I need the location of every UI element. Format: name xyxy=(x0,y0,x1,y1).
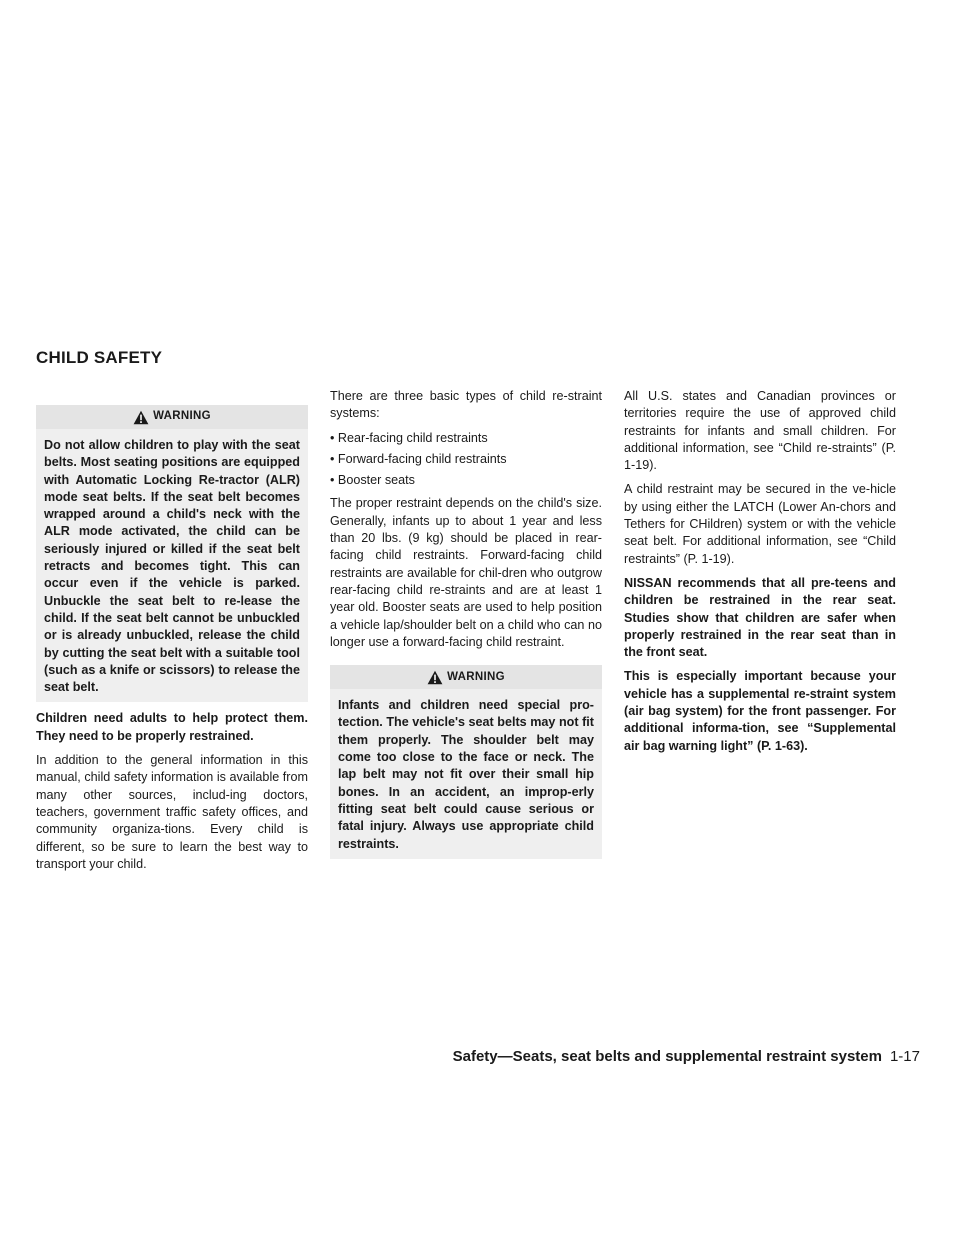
chapter-title: Safety—Seats, seat belts and supplemental restraint system xyxy=(452,1048,882,1065)
warning-text: Infants and children need special pro-tection. The vehicle's seat belts may not fit them properly. The shoulder belt may come too close to the face or neck. The lap belt may not fit over their small hip bones. In an accident, an improp-erly fitting seat belt could cause serious or fatal injury. Always use appropriate child restraints. xyxy=(330,689,602,859)
warning-triangle-icon xyxy=(133,410,149,425)
warning-header xyxy=(330,665,602,689)
column-2 xyxy=(330,388,602,867)
list-item: • Booster seats xyxy=(330,472,602,489)
paragraph: There are three basic types of child re-straint systems: xyxy=(330,389,602,421)
list-item: • Rear-facing child restraints xyxy=(330,430,602,447)
paragraph: In addition to the general information in this manual, child safety information is available from many other sources, includ-ing doctors, teachers, government traffic safety offices, and community organiza-tions. Every child is different, so be sure to learn the best way to transport your child. xyxy=(36,753,308,871)
list-item: • Forward-facing child restraints xyxy=(330,451,602,468)
restraint-types-list xyxy=(330,430,602,490)
warning-label: WARNING xyxy=(447,670,505,683)
warning-triangle-icon xyxy=(427,670,443,685)
warning-box xyxy=(36,405,308,702)
paragraph: NISSAN recommends that all pre-teens and children be restrained in the rear seat. Studies show that children are safer when properly restrained in the rear seat than in the front seat. xyxy=(624,575,896,660)
paragraph: This is especially important because your vehicle has a supplemental re-straint system (air bag system) for the front passenger. For additional informa-tion, see “Supplemental air bag warning light” (P. 1-63). xyxy=(624,669,896,753)
warning-header xyxy=(36,405,308,429)
paragraph: The proper restraint depends on the child's size. Generally, infants up to about 1 year and less than 20 lbs. (9 kg) should be placed in rear-facing child restraints. Forward-facing child restraints are available for chil-dren who outgrow rear-facing child re-straints and are at least 1 year old. Booster seats are used to help position a vehicle lap/shoulder belt on a child who can no longer use a forward-facing child restraint. xyxy=(330,496,602,649)
column-3 xyxy=(624,388,896,762)
section-title: CHILD SAFETY xyxy=(36,348,163,367)
column-1 xyxy=(36,405,308,880)
page-footer xyxy=(453,1048,920,1065)
warning-text: Do not allow children to play with the seat belts. Most seating positions are equipped with Automatic Locking Re-tractor (ALR) mode seat belts. If the seat belt becomes wrapped around a child's neck with the ALR mode activated, the child can be seriously injured or killed if the seat belt retracts and becomes tight. This can occur even if the vehicle is parked. Unbuckle the seat belt to re-lease the child. If the seat belt cannot be unbuckled or is already unbuckled, release the child by cutting the seat belt with a suitable tool (such as a knife or scissors) to release the seat belt. xyxy=(36,429,308,702)
warning-box xyxy=(330,665,602,859)
page-number: 1-17 xyxy=(889,1048,920,1065)
warning-label: WARNING xyxy=(153,410,211,423)
paragraph: Children need adults to help protect them. They need to be properly restrained. xyxy=(36,711,308,743)
paragraph: A child restraint may be secured in the ve-hicle by using either the LATCH (Lower An-chors and Tethers for CHildren) system or with the vehicle seat belt. For additional information, see “Child restraints” (P. 1-19). xyxy=(624,482,896,566)
paragraph: All U.S. states and Canadian provinces or territories require the use of approved child restraints for infants and small children. For additional information, see “Child re-straints” (P. 1-19). xyxy=(624,389,896,473)
